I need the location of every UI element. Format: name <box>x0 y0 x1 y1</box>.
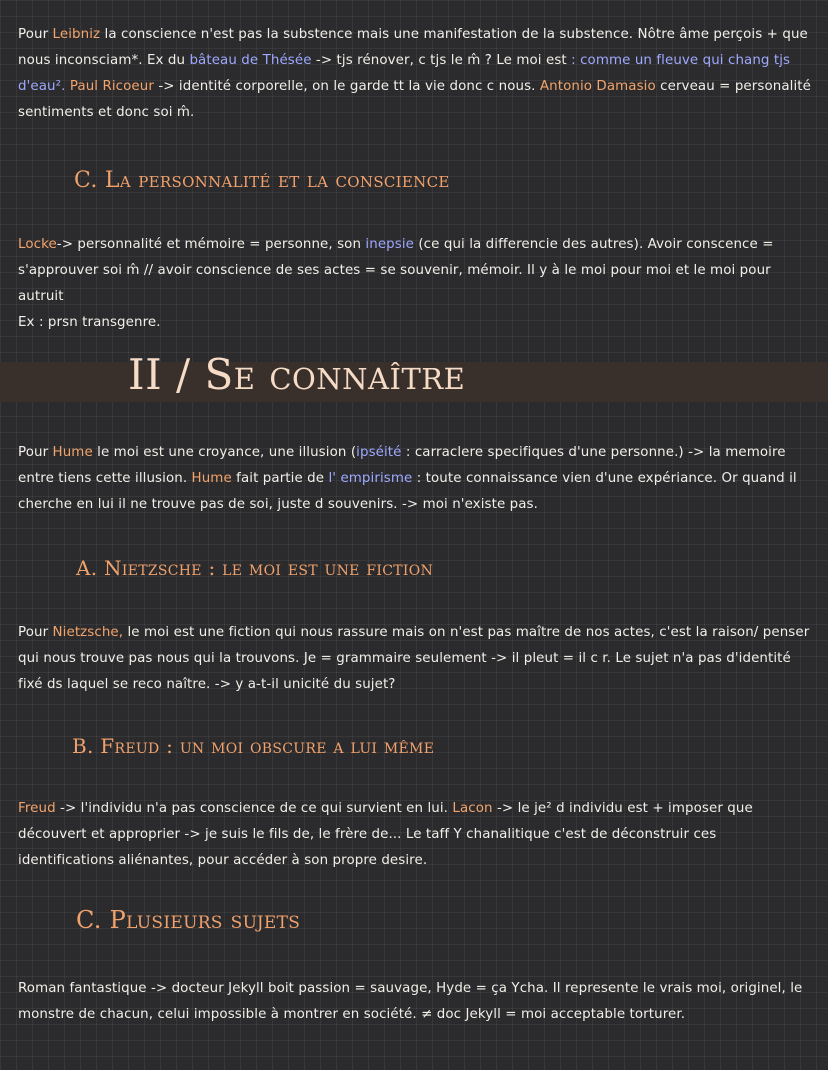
text: le moi est une fiction qui nous rassure mais on n'est pas maître de nos actes, c'est la raison/ penser qui nous trouve pas nous qui la trouvons. Je = grammaire seulement -> il pleut = il c r. Le sujet n'a pas d'identité fixé ds laquel se reco naître. -> y a-t-il unicité du sujet? <box>18 625 810 692</box>
term-ipseite: ipséité <box>356 445 402 460</box>
text: Roman fantastique -> docteur Jekyll boit passion = sauvage, Hyde = ça Ycha. Il represente le vrais moi, originel, le monstre de chacun, celui impossible à montrer en société. ≠ doc Jekyll = moi acceptable torturer. <box>18 981 803 1022</box>
paragraph-leibniz <box>18 22 814 126</box>
text: Ex : prsn transgenre. <box>18 315 161 330</box>
text: : toute connaissance vien d'une expériance. Or quand il cherche en lui il ne trouve pas de soi, juste d souvenirs. -> moi n'existe pas. <box>18 471 797 512</box>
text: : carraclere specifiques d'une personne.) -> la memoire entre tiens cette illusion. <box>18 445 786 486</box>
paragraph-locke <box>18 232 814 336</box>
name-nietzsche: Nietzsche, <box>52 625 124 640</box>
heading-c-plusieurs: C. Plusieurs sujets <box>76 906 301 934</box>
name-leibniz: Leibniz <box>52 27 101 42</box>
heading-a-nietzsche: A. Nietzsche : le moi est une fiction <box>76 556 434 580</box>
name-freud: Freud <box>18 801 56 816</box>
name-hume-2: Hume <box>191 471 232 486</box>
text: -> l'individu n'a pas conscience de ce qui survient en lui. <box>55 801 453 816</box>
text: Pour <box>18 625 53 640</box>
text: ². <box>55 79 70 94</box>
paragraph-jekyll <box>18 976 814 1028</box>
text: fait partie de <box>231 471 329 486</box>
name-ricoeur: Paul Ricoeur <box>69 79 154 94</box>
text: -> personnalité et mémoire = personne, son <box>56 237 366 252</box>
quote-fleuve: : comme un fleuve qui chang tjs d'eau <box>18 53 791 94</box>
text: la conscience n'est pas la substence mais une manifestation de la substence. Nôtre âme perçois + que nous inconsciam*. Ex du <box>18 27 808 68</box>
name-hume: Hume <box>52 445 93 460</box>
paragraph-hume <box>18 440 814 518</box>
section-title-se-connaitre: II / Se connaître <box>128 350 466 399</box>
name-locke: Locke <box>18 237 57 252</box>
text: -> identité corporelle, on le garde tt la vie donc c nous. <box>153 79 540 94</box>
paragraph-freud <box>18 796 814 874</box>
text: Pour <box>18 27 53 42</box>
text: -> le je² d individu est + imposer que découvert et approprier -> je suis le fils de, le frère de... Le taff Y chanalitique c'est de déconstruir ces identifications aliénantes, pour accéder à son propre desire. <box>18 801 753 868</box>
text: -> tjs rénover, c tjs le m̂ ? Le moi est <box>311 53 572 68</box>
paragraph-nietzsche <box>18 620 814 698</box>
heading-b-freud: B. Freud : un moi obscure a lui même <box>72 734 435 758</box>
text: le moi est une croyance, une illusion ( <box>92 445 357 460</box>
heading-c-personnalite: C. La personnalité et la conscience <box>74 168 450 193</box>
term-empirisme: l' empirisme <box>328 471 413 486</box>
term-inepsie: inepsie <box>365 237 414 252</box>
text: cerveau = personalité sentiments et donc soi m̂. <box>18 79 811 120</box>
term-bateau-thesee: bâteau de Thésée <box>189 53 312 68</box>
text: (ce qui la differencie des autres). Avoir conscence = s'approuver soi m̂ // avoir conscience de ses actes = se souvenir, mémoir. Il y à le moi pour moi et le moi pour autruit <box>18 237 774 304</box>
name-lacan: Lacon <box>452 801 493 816</box>
name-damasio: Antonio Damasio <box>539 79 656 94</box>
text: Pour <box>18 445 53 460</box>
